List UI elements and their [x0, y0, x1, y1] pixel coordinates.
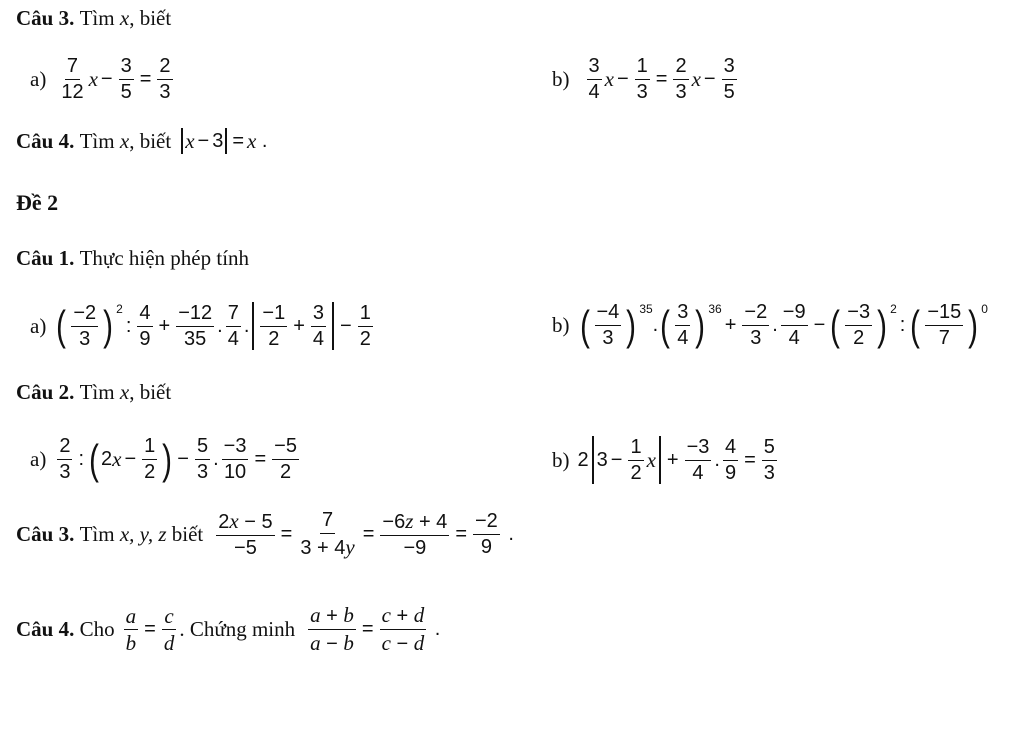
s1-q3-item-b [552, 56, 740, 103]
question-3 [16, 510, 514, 559]
question-text: Tìm [79, 6, 115, 30]
item-label: a) [30, 67, 47, 91]
question-4 [16, 604, 440, 655]
expression: ( $\frac{-2}{3}$ ) 2 : $\frac{4}{9}$ + $\frac{-12}{35}$ . $\frac{7}{4}$ . $\frac{-1}{2}$ + $\frac{3}{4}$ − $\frac{1}{2}$ [56, 301, 371, 350]
q2-item-a [30, 436, 302, 483]
question-label: Câu 4. [16, 128, 75, 153]
question-text: Tìm [79, 522, 115, 546]
q1-item-a [30, 302, 376, 350]
question-text: Tìm [79, 128, 115, 153]
item-label: b) [552, 67, 570, 91]
s1-question-3 [16, 6, 171, 31]
item-label: b) [552, 447, 570, 472]
item-label: a) [30, 447, 47, 471]
question-label: Câu 3. [16, 522, 75, 546]
question-mid: . Chứng minh [179, 617, 296, 641]
equation: $\frac{2x - 5}{-5}$ = $\frac{7}{3 + 4y}$ = $\frac{-6z + 4}{-9}$ = $\frac{-2}{9}$ . [218, 509, 514, 559]
q2-item-b [552, 436, 780, 484]
equation: $\frac{3}{4}$ x − $\frac{1}{3}$ = $\frac{2}{3}$ x − $\frac{3}{5}$ [588, 55, 735, 103]
s1-q3-item-a [30, 56, 176, 103]
equation: x − 3 = x . [179, 128, 267, 154]
question-label: Câu 4. [16, 617, 75, 641]
variable: x [119, 6, 130, 30]
question-tail: , biết [129, 6, 172, 30]
section-title: Đề 2 [16, 190, 59, 215]
item-label: b) [552, 313, 570, 337]
question-text: Tìm [79, 380, 115, 404]
s1-question-4 [16, 128, 267, 154]
question-2 [16, 380, 171, 405]
question-1 [16, 246, 249, 271]
question-text: Thực hiện phép tính [79, 246, 250, 270]
variable: x [119, 380, 130, 404]
q1-item-b [552, 302, 988, 349]
given-equation: $\frac{a}{b}$ = $\frac{c}{d}$ [125, 603, 175, 655]
prove-equation: $\frac{a + b}{a - b}$ = $\frac{c + d}{c - d}$ . [310, 603, 441, 655]
expression: ( $\frac{-4}{3}$ ) 35 . ( $\frac{3}{4}$ ) 36 + $\frac{-2}{3}$ . $\frac{-9}{4}$ − ( $\frac{-3}{2}$ ) 2 : ( $\frac{-15}{7}$ ) 0 [579, 301, 988, 349]
variables: x, y, z [119, 522, 167, 546]
item-label: a) [30, 313, 47, 338]
variable: x [119, 128, 130, 153]
equation: 2 3 − $\frac{1}{2}$ x + $\frac{-3}{4}$ . $\frac{4}{9}$ = $\frac{5}{3}$ [577, 435, 775, 484]
question-label: Câu 3. [16, 6, 75, 30]
question-tail: biết [171, 522, 204, 546]
question-tail: , biết [129, 128, 172, 153]
question-label: Câu 1. [16, 246, 75, 270]
question-text: Cho [79, 617, 115, 641]
equation: $\frac{7}{12}$ x − $\frac{3}{5}$ = $\frac{2}{3}$ [61, 55, 171, 103]
equation: $\frac{2}{3}$ : ( 2 x − $\frac{1}{2}$ ) − $\frac{5}{3}$ . $\frac{-3}{10}$ = $\frac{-5}{2}$ [59, 435, 297, 483]
question-label: Câu 2. [16, 380, 75, 404]
question-tail: , biết [129, 380, 172, 404]
